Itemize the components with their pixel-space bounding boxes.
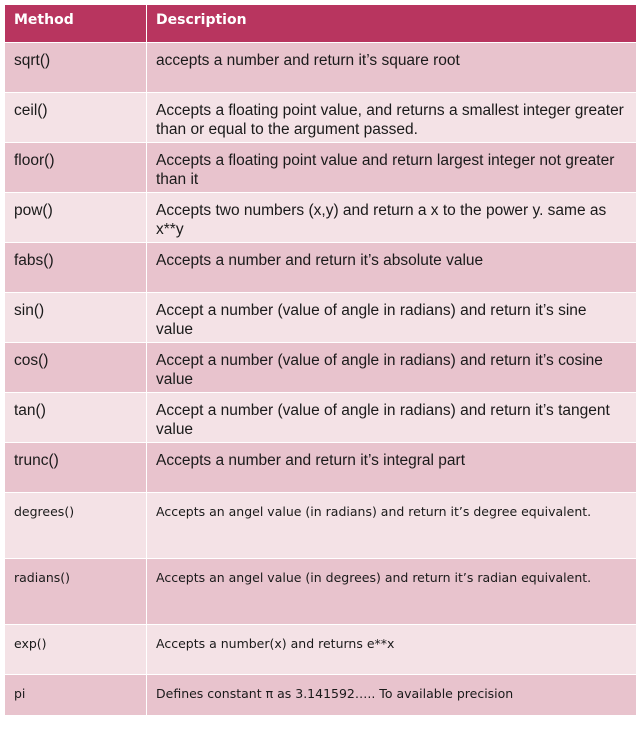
table-row-cos bbox=[5, 343, 637, 393]
description-cell: Accept a number (value of angle in radians) and return it’s tangent value bbox=[147, 393, 637, 443]
table-row-ceil bbox=[5, 93, 637, 143]
description-cell: Accepts a number(x) and returns e**x bbox=[147, 625, 637, 675]
table-row-tan bbox=[5, 393, 637, 443]
table-row-fabs bbox=[5, 243, 637, 293]
description-cell: Defines constant π as 3.141592….. To available precision bbox=[147, 675, 637, 716]
table-row-radians bbox=[5, 559, 637, 625]
table-row-sqrt bbox=[5, 43, 637, 93]
description-cell: Accepts two numbers (x,y) and return a x to the power y. same as x**y bbox=[147, 193, 637, 243]
method-cell: radians() bbox=[5, 559, 147, 625]
description-cell: Accepts a floating point value and return largest integer not greater than it bbox=[147, 143, 637, 193]
table-row-degrees bbox=[5, 493, 637, 559]
header-row bbox=[5, 5, 637, 43]
method-cell: sqrt() bbox=[5, 43, 147, 93]
table-row-pow bbox=[5, 193, 637, 243]
method-cell: pow() bbox=[5, 193, 147, 243]
method-cell: exp() bbox=[5, 625, 147, 675]
table-row-sin bbox=[5, 293, 637, 343]
table-row-pi bbox=[5, 675, 637, 716]
description-cell: Accept a number (value of angle in radians) and return it’s sine value bbox=[147, 293, 637, 343]
table-row-trunc bbox=[5, 443, 637, 493]
method-column-header: Method bbox=[5, 5, 147, 43]
description-column-header: Description bbox=[147, 5, 637, 43]
method-cell: tan() bbox=[5, 393, 147, 443]
method-cell: cos() bbox=[5, 343, 147, 393]
description-cell: Accept a number (value of angle in radians) and return it’s cosine value bbox=[147, 343, 637, 393]
description-cell: Accepts an angel value (in degrees) and return it’s radian equivalent. bbox=[147, 559, 637, 625]
method-cell: ceil() bbox=[5, 93, 147, 143]
description-cell: Accepts an angel value (in radians) and return it’s degree equivalent. bbox=[147, 493, 637, 559]
description-cell: Accepts a number and return it’s absolute value bbox=[147, 243, 637, 293]
description-cell: Accepts a floating point value, and returns a smallest integer greater than or equal to the argument passed. bbox=[147, 93, 637, 143]
math-functions-table bbox=[4, 4, 637, 716]
method-cell: trunc() bbox=[5, 443, 147, 493]
table-row-exp bbox=[5, 625, 637, 675]
method-cell: floor() bbox=[5, 143, 147, 193]
description-cell: Accepts a number and return it’s integral part bbox=[147, 443, 637, 493]
table-row-floor bbox=[5, 143, 637, 193]
method-cell: sin() bbox=[5, 293, 147, 343]
method-cell: degrees() bbox=[5, 493, 147, 559]
method-cell: pi bbox=[5, 675, 147, 716]
math-functions-table-container bbox=[4, 4, 637, 716]
description-cell: accepts a number and return it’s square root bbox=[147, 43, 637, 93]
method-cell: fabs() bbox=[5, 243, 147, 293]
